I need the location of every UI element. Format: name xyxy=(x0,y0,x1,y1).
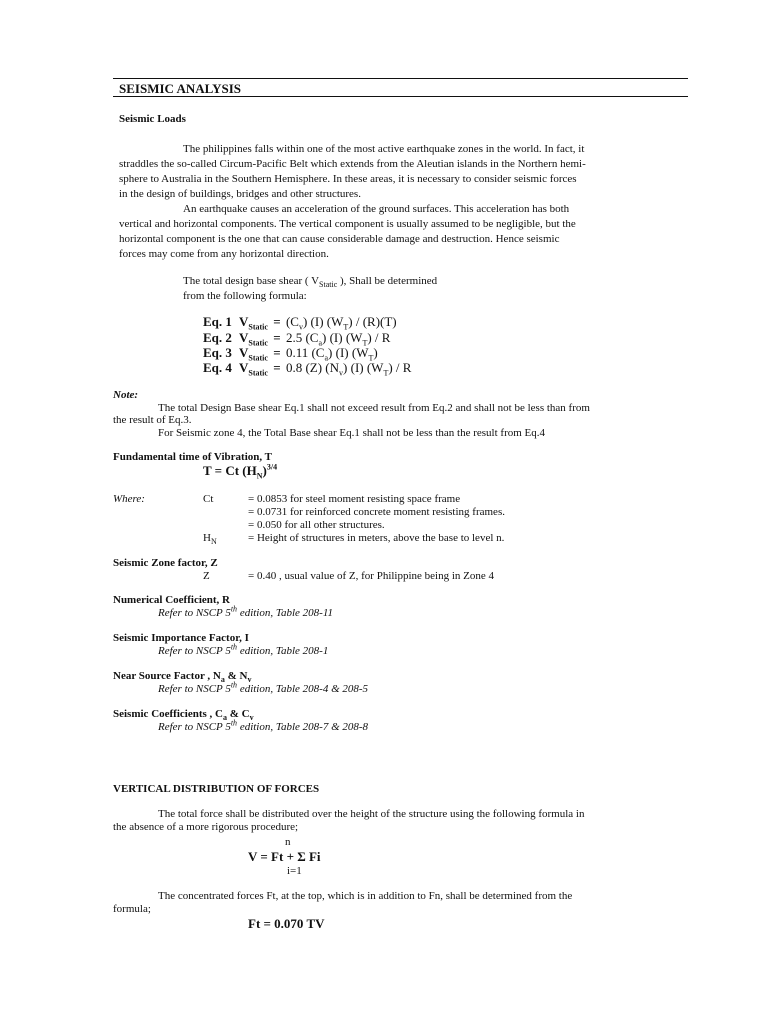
summation-lower-limit: i=1 xyxy=(287,865,302,877)
equation-row xyxy=(203,314,397,332)
hn-symbol-sub: N xyxy=(210,537,217,547)
coefficients-ref-b: edition, Table 208-7 & 208-8 xyxy=(237,721,369,733)
equation-rhs: 2.5 $(C_a)$ (I) $(W_T)$ / R xyxy=(285,330,391,348)
note-label: Note: xyxy=(113,389,139,401)
equation-label: Eq. 1 xyxy=(203,314,232,329)
equation-row xyxy=(203,360,412,378)
equation-variable-sub: Static xyxy=(248,322,268,332)
zone-symbol: Z xyxy=(203,570,210,582)
paragraph-1-line-3: sphere to Australia in the Southern Hemisphere. In these areas, it is necessary to consider seismic forces xyxy=(119,173,577,185)
equation-equals: = xyxy=(273,330,281,345)
section-heading-vertical-distribution: VERTICAL DISTRIBUTION OF FORCES xyxy=(113,783,320,795)
equation-variable-sub: Static xyxy=(248,338,268,348)
note-line-1: The total Design Base shear Eq.1 shall not exceed result from Eq.2 and shall not be less than from xyxy=(158,402,590,414)
ct-value-other: = 0.050 for all other structures. xyxy=(248,519,385,531)
equation-variable-sub: Static xyxy=(248,353,268,363)
equation-equals: = xyxy=(273,345,281,360)
base-shear-intro-line-2: from the following formula: xyxy=(183,290,307,302)
equation-variable-sub: Static xyxy=(248,368,268,378)
numerical-ref-sup: th xyxy=(230,604,238,614)
vibration-formula-a: T = Ct (H xyxy=(203,463,257,478)
ft-paragraph-line-2: formula; xyxy=(113,903,151,915)
equation-rhs: 0.8 (Z) $(N_v)$ (I) $(W_T)$ / R xyxy=(285,360,412,378)
near-source-heading-a: Near Source Factor , N xyxy=(113,670,221,682)
equation-row xyxy=(203,345,378,363)
equation-equals: = xyxy=(273,314,281,329)
paragraph-2-line-1: An earthquake causes an acceleration of the ground surfaces. This acceleration has both xyxy=(183,203,570,215)
vertical-paragraph-line-1: The total force shall be distributed over the height of the structure using the following formula in xyxy=(158,808,585,820)
paragraph-2-line-3: horizontal component is the one that can cause considerable damage and destruction. Hence seismic xyxy=(119,233,560,245)
importance-ref-sup: th xyxy=(230,642,238,652)
base-shear-intro-sub: Static xyxy=(319,280,338,290)
base-shear-intro-text-a: The total design base shear ( V xyxy=(183,275,320,287)
importance-ref-a: Refer to NSCP 5 xyxy=(158,645,231,657)
numerical-ref-a: Refer to NSCP 5 xyxy=(158,607,231,619)
note-line-2: For Seismic zone 4, the Total Base shear Eq.1 shall not be less than the result from Eq.4 xyxy=(158,427,546,439)
equation-variable: $V_{Static}$ xyxy=(239,314,268,332)
hn-symbol xyxy=(203,531,217,546)
near-source-reference xyxy=(158,682,368,697)
ct-value-concrete: = 0.0731 for reinforced concrete moment resisting frames. xyxy=(248,506,505,518)
paragraph-1-line-4: in the design of buildings, bridges and other structures. xyxy=(119,188,361,200)
coefficients-heading-a: Seismic Coefficients , C xyxy=(113,708,223,720)
note-line-1-cont: the result of Eq.3. xyxy=(113,414,192,426)
equation-label: Eq. 2 xyxy=(203,330,232,345)
paragraph-2-line-4: forces may come from any horizontal direction. xyxy=(119,248,329,260)
near-source-heading-mid: & N xyxy=(224,670,248,682)
document-title: SEISMIC ANALYSIS xyxy=(119,81,241,96)
base-shear-intro-text-b: ), Shall be determined xyxy=(337,275,438,287)
equation-rhs: $(C_v)$ (I) $(W_T) / (R)(T)$ xyxy=(285,314,397,332)
hn-symbol-letter: H xyxy=(203,532,211,544)
vertical-paragraph-line-2: the absence of a more rigorous procedure; xyxy=(113,821,299,833)
near-source-sub-a: a xyxy=(220,675,225,685)
section-heading-zone: Seismic Zone factor, Z xyxy=(113,557,218,569)
coefficients-sub-a: a xyxy=(222,713,227,723)
hn-value: = Height of structures in meters, above the base to level n. xyxy=(248,532,505,544)
coefficients-ref-a: Refer to NSCP 5 xyxy=(158,721,231,733)
top-rule xyxy=(113,78,688,79)
near-source-ref-b: edition, Table 208-4 & 208-5 xyxy=(237,683,369,695)
ft-paragraph-line-1: The concentrated forces Ft, at the top, which is in addition to Fn, shall be determined from the xyxy=(158,890,573,902)
base-shear-intro xyxy=(183,274,437,289)
vibration-formula-sub: N xyxy=(256,471,263,481)
section-heading-importance: Seismic Importance Factor, I xyxy=(113,632,249,644)
coefficients-heading-mid: & C xyxy=(226,708,250,720)
equation-variable: $V_{Static}$ xyxy=(239,330,268,348)
summation-upper-limit: n xyxy=(285,836,291,848)
paragraph-2-line-2: vertical and horizontal components. The vertical component is usually assumed to be negligible, but the xyxy=(119,218,576,230)
equation-label: Eq. 3 xyxy=(203,345,232,360)
section-heading-numerical-coefficient: Numerical Coefficient, R xyxy=(113,594,230,606)
equation-variable: $V_{Static}$ xyxy=(239,360,268,378)
where-label: Where: xyxy=(113,493,145,505)
near-source-ref-sup: th xyxy=(230,680,238,690)
equation-row xyxy=(203,330,391,348)
ct-symbol: Ct xyxy=(203,493,214,505)
ct-value-steel: = 0.0853 for steel moment resisting space frame xyxy=(248,493,461,505)
near-source-ref-a: Refer to NSCP 5 xyxy=(158,683,231,695)
section-heading-seismic-loads: Seismic Loads xyxy=(119,113,186,125)
summation-formula: V = Ft + Σ Fi xyxy=(248,849,321,864)
vibration-formula xyxy=(203,463,277,479)
vibration-formula-sup: 3/4 xyxy=(266,462,278,472)
equation-variable: $V_{Static}$ xyxy=(239,345,268,363)
equation-equals: = xyxy=(273,360,281,375)
zone-value: = 0.40 , usual value of Z, for Philippine being in Zone 4 xyxy=(248,570,495,582)
title-underline xyxy=(113,96,688,97)
paragraph-1-line-1: The philippines falls within one of the most active earthquake zones in the world. In fact, it xyxy=(183,143,585,155)
vibration-formula-b: ) xyxy=(262,463,267,478)
near-source-sub-v: v xyxy=(247,675,252,685)
numerical-coefficient-reference xyxy=(158,606,333,621)
importance-ref-b: edition, Table 208-1 xyxy=(237,645,329,657)
ft-formula: Ft = 0.070 TV xyxy=(248,916,325,931)
coefficients-reference xyxy=(158,720,368,735)
importance-reference xyxy=(158,644,328,659)
section-heading-vibration: Fundamental time of Vibration, T xyxy=(113,451,273,463)
coefficients-sub-v: v xyxy=(249,713,254,723)
coefficients-ref-sup: th xyxy=(230,718,238,728)
equation-label: Eq. 4 xyxy=(203,360,232,375)
equation-rhs: 0.11 $(C_a)$ (I) $(W_T)$ xyxy=(285,345,378,363)
paragraph-1-line-2: straddles the so-called Circum-Pacific Belt which extends from the Aleutian islands in the Northern hemi- xyxy=(119,158,586,170)
numerical-ref-b: edition, Table 208-11 xyxy=(237,607,334,619)
